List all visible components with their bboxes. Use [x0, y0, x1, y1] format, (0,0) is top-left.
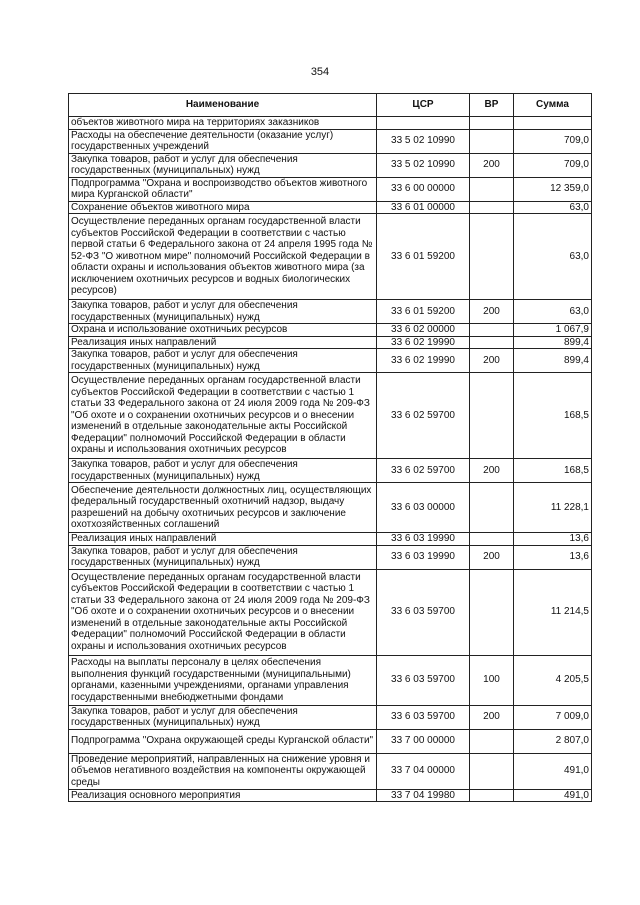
row-csr-cell: 33 6 01 00000 — [377, 201, 470, 214]
row-name-cell: Расходы на обеспечение деятельности (оказание услуг) государственных учреждений — [69, 129, 377, 153]
table-header-row — [69, 94, 592, 117]
table-row — [69, 705, 592, 729]
row-sum-cell: 168,5 — [514, 459, 592, 483]
row-csr-cell: 33 6 02 19990 — [377, 336, 470, 349]
row-name-cell: Реализация иных направлений — [69, 336, 377, 349]
row-csr-cell: 33 6 03 19990 — [377, 545, 470, 569]
table-row — [69, 324, 592, 337]
row-name-cell: Сохранение объектов животного мира — [69, 201, 377, 214]
row-vr-cell: 200 — [470, 705, 514, 729]
row-name-cell: Закупка товаров, работ и услуг для обеспечения государственных (муниципальных) нужд — [69, 349, 377, 373]
row-name-cell: Закупка товаров, работ и услуг для обеспечения государственных (муниципальных) нужд — [69, 300, 377, 324]
row-sum-cell — [514, 117, 592, 130]
row-csr-cell: 33 6 03 59700 — [377, 655, 470, 705]
header-name: Наименование — [69, 94, 377, 117]
row-sum-cell: 63,0 — [514, 214, 592, 300]
page-number: 354 — [310, 66, 330, 78]
row-vr-cell — [470, 324, 514, 337]
row-csr-cell: 33 6 03 59700 — [377, 705, 470, 729]
table-row — [69, 336, 592, 349]
table-row — [69, 349, 592, 373]
row-vr-cell — [470, 533, 514, 546]
row-sum-cell: 63,0 — [514, 300, 592, 324]
row-csr-cell — [377, 117, 470, 130]
row-vr-cell: 100 — [470, 655, 514, 705]
row-vr-cell — [470, 177, 514, 201]
row-sum-cell: 899,4 — [514, 336, 592, 349]
row-csr-cell: 33 6 03 59700 — [377, 569, 470, 655]
row-csr-cell: 33 6 01 59200 — [377, 300, 470, 324]
row-name-cell: Реализация основного мероприятия — [69, 789, 377, 802]
row-sum-cell: 899,4 — [514, 349, 592, 373]
table-row — [69, 533, 592, 546]
row-csr-cell: 33 7 04 00000 — [377, 753, 470, 789]
row-sum-cell: 491,0 — [514, 753, 592, 789]
row-vr-cell — [470, 373, 514, 459]
row-vr-cell — [470, 129, 514, 153]
row-name-cell: Охрана и использование охотничьих ресурсов — [69, 324, 377, 337]
row-vr-cell — [470, 201, 514, 214]
row-name-cell: объектов животного мира на территориях заказников — [69, 117, 377, 130]
row-csr-cell: 33 6 03 19990 — [377, 533, 470, 546]
row-name-cell: Подпрограмма "Охрана окружающей среды Курганской области" — [69, 729, 377, 753]
row-sum-cell: 491,0 — [514, 789, 592, 802]
row-csr-cell: 33 6 03 00000 — [377, 483, 470, 533]
row-sum-cell: 13,6 — [514, 545, 592, 569]
row-csr-cell: 33 6 02 00000 — [377, 324, 470, 337]
row-vr-cell: 200 — [470, 153, 514, 177]
row-csr-cell: 33 6 02 59700 — [377, 373, 470, 459]
row-csr-cell: 33 5 02 10990 — [377, 129, 470, 153]
row-vr-cell — [470, 789, 514, 802]
table-row — [69, 177, 592, 201]
row-name-cell: Осуществление переданных органам государственной власти субъектов Российской Федерации в соответствии с частью первой статьи 6 Федерального закона от 24 апреля 1995 года № 52-ФЗ "О животном мире" полномочий Российской Федерации в области охраны и использования объектов животного мира (за исключением охотничьих ресурсов и водных биологических ресурсов) — [69, 214, 377, 300]
table-row — [69, 483, 592, 533]
row-vr-cell: 200 — [470, 459, 514, 483]
row-sum-cell: 168,5 — [514, 373, 592, 459]
table-row — [69, 753, 592, 789]
row-name-cell: Закупка товаров, работ и услуг для обеспечения государственных (муниципальных) нужд — [69, 705, 377, 729]
row-vr-cell — [470, 214, 514, 300]
row-name-cell: Осуществление переданных органам государственной власти субъектов Российской Федерации в соответствии с частью 1 статьи 33 Федерального закона от 24 июля 2009 года № 209-ФЗ "Об охоте и о сохранении охотничьих ресурсов и о внесении изменений в отдельные законодательные акты Российской Федерации" полномочий Российской Федерации в области охраны и использования охотничьих ресурсов — [69, 373, 377, 459]
table-row — [69, 117, 592, 130]
table-row — [69, 214, 592, 300]
row-sum-cell: 709,0 — [514, 129, 592, 153]
row-vr-cell: 200 — [470, 349, 514, 373]
row-vr-cell — [470, 483, 514, 533]
table-row — [69, 153, 592, 177]
row-sum-cell: 2 807,0 — [514, 729, 592, 753]
row-csr-cell: 33 6 00 00000 — [377, 177, 470, 201]
row-vr-cell — [470, 336, 514, 349]
row-name-cell: Проведение мероприятий, направленных на снижение уровня и объемов негативного воздействия на компоненты окружающей среды — [69, 753, 377, 789]
table-row — [69, 655, 592, 705]
row-sum-cell: 1 067,9 — [514, 324, 592, 337]
row-name-cell: Закупка товаров, работ и услуг для обеспечения государственных (муниципальных) нужд — [69, 545, 377, 569]
row-vr-cell — [470, 753, 514, 789]
row-name-cell: Расходы на выплаты персоналу в целях обеспечения выполнения функций государственными (муниципальными) органами, казенными учреждениями, органами управления государственными внебюджетными фондами — [69, 655, 377, 705]
row-vr-cell — [470, 569, 514, 655]
row-vr-cell — [470, 117, 514, 130]
table-row — [69, 789, 592, 802]
row-sum-cell: 11 228,1 — [514, 483, 592, 533]
row-sum-cell: 63,0 — [514, 201, 592, 214]
table-row — [69, 373, 592, 459]
row-sum-cell: 7 009,0 — [514, 705, 592, 729]
row-vr-cell: 200 — [470, 300, 514, 324]
row-csr-cell: 33 6 01 59200 — [377, 214, 470, 300]
table-body — [69, 117, 592, 802]
row-sum-cell: 709,0 — [514, 153, 592, 177]
row-csr-cell: 33 6 02 59700 — [377, 459, 470, 483]
row-name-cell: Осуществление переданных органам государственной власти субъектов Российской Федерации в соответствии с частью 1 статьи 33 Федерального закона от 24 июля 2009 года № 209-ФЗ "Об охоте и о сохранении охотничьих ресурсов и о внесении изменений в отдельные законодательные акты Российской Федерации" полномочий Российской Федерации в области охраны и использования охотничьих ресурсов — [69, 569, 377, 655]
table-row — [69, 201, 592, 214]
table-row — [69, 129, 592, 153]
table-row — [69, 459, 592, 483]
row-sum-cell: 11 214,5 — [514, 569, 592, 655]
row-name-cell: Закупка товаров, работ и услуг для обеспечения государственных (муниципальных) нужд — [69, 153, 377, 177]
row-csr-cell: 33 6 02 19990 — [377, 349, 470, 373]
header-vr: ВР — [470, 94, 514, 117]
row-vr-cell: 200 — [470, 545, 514, 569]
row-sum-cell: 4 205,5 — [514, 655, 592, 705]
row-csr-cell: 33 5 02 10990 — [377, 153, 470, 177]
table-row — [69, 729, 592, 753]
row-name-cell: Реализация иных направлений — [69, 533, 377, 546]
header-csr: ЦСР — [377, 94, 470, 117]
row-csr-cell: 33 7 00 00000 — [377, 729, 470, 753]
table-row — [69, 569, 592, 655]
row-name-cell: Закупка товаров, работ и услуг для обеспечения государственных (муниципальных) нужд — [69, 459, 377, 483]
row-vr-cell — [470, 729, 514, 753]
budget-table — [68, 93, 592, 802]
row-name-cell: Обеспечение деятельности должностных лиц, осуществляющих федеральный государственный охотничий надзор, выдачу разрешений на добычу охотничьих ресурсов и заключение охотхозяйственных соглашений — [69, 483, 377, 533]
table-row — [69, 300, 592, 324]
row-name-cell: Подпрограмма "Охрана и воспроизводство объектов животного мира Курганской области" — [69, 177, 377, 201]
table-row — [69, 545, 592, 569]
row-sum-cell: 12 359,0 — [514, 177, 592, 201]
row-csr-cell: 33 7 04 19980 — [377, 789, 470, 802]
header-sum: Сумма — [514, 94, 592, 117]
row-sum-cell: 13,6 — [514, 533, 592, 546]
